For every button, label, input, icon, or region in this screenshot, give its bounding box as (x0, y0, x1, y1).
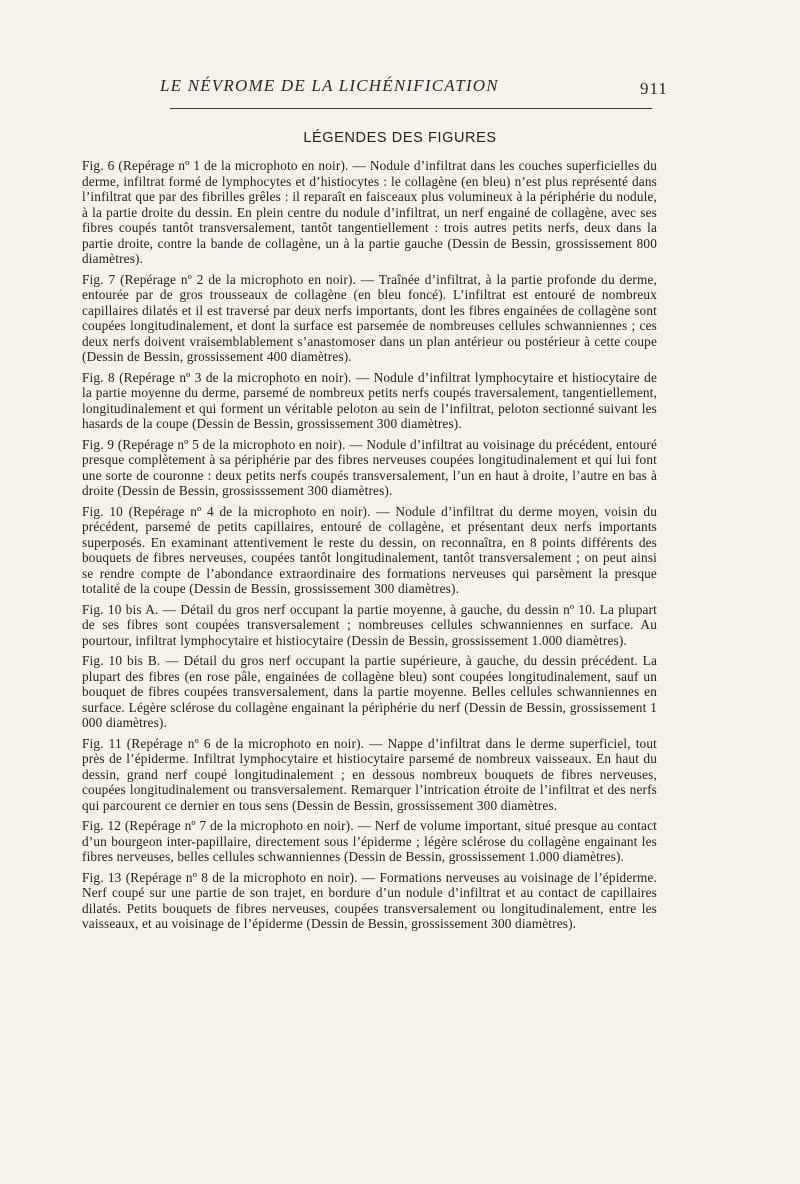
legend-text: (Repérage nº 6 de la microphoto en noir). — Nappe d’infiltrat dans le derme superficiel, tout près de l’épiderme. Infiltrat lymphocytaire et histiocytaire parsemé de nombreux vaisseaux. En haut du dessin, grand nerf coupé longitudinalement ; en dessous nombreux bouquets de fibres nerveuses, coupées longitudinalement ou transversalement. Remarquer l’intrication étroite de l’infiltrat et des nerfs qui parcourent ce dernier en tous sens (Dessin de Bessin, grossissement 300 diamètres. (82, 735, 658, 813)
legend-fig-10-bis-a (82, 602, 657, 649)
legend-label: Fig. 11 (82, 735, 122, 751)
legend-text: — Détail du gros nerf occupant la partie moyenne, à gauche, du dessin nº 10. La plupart de ses fibres sont coupées transversalement ; nombreuses cellules schwanniennes en surface. Au pourtour, infiltrat lymphocytaire et histiocytaire (Dessin de Bessin, grossissement 1.000 diamètres). (82, 601, 657, 648)
legend-label: Fig. 10 bis B. (82, 653, 161, 668)
running-title: LE NÉVROME DE LA LICHÉNIFICATION (160, 76, 499, 95)
legend-fig-11 (82, 736, 657, 814)
legend-fig-10-bis-b (82, 653, 657, 731)
legend-label: Fig. 8 (82, 369, 115, 385)
legend-fig-10 (82, 504, 657, 597)
legend-fig-9 (82, 437, 657, 499)
legend-label: Fig. 12 (82, 818, 122, 833)
legend-label: Fig. 7 (82, 271, 116, 287)
legend-fig-13 (82, 870, 657, 932)
legend-fig-8 (82, 370, 657, 432)
header-rule (170, 108, 652, 109)
legend-fig-12 (82, 818, 657, 865)
legend-text: (Repérage nº 7 de la microphoto en noir). — Nerf de volume important, situé presque au contact d’un bourgeon inter-papillaire, directement sous l’épiderme ; légère sclérose du collagène engainant les fibres nerveuses, belles cellules schwanniennes (Dessin de Bessin, grossissement 1.000 diamètres). (82, 818, 657, 864)
legend-fig-7 (82, 272, 657, 365)
legend-label: Fig. 10 bis A. (82, 601, 159, 617)
legend-text: (Repérage nº 8 de la microphoto en noir). — Formations nerveuses au voisinage de l’épiderme. Nerf coupé sur une partie de son trajet, en bordure d’un nodule d’infiltrat et au contact de capillaires dilatés. Petits bouquets de fibres nerveuses, coupées transversalement ou longitudinalement, entre les vaisseaux, et au voisinage de l’épiderme (Dessin de Bessin, grossissement 300 diamètres). (82, 869, 657, 931)
legend-label: Fig. 13 (82, 869, 122, 885)
legend-text: (Repérage nº 4 de la microphoto en noir). — Nodule d’infiltrat du derme moyen, voisin du précédent, parsemé de petits capillaires, entouré de collagène, et présentant deux nerfs importants superposés. En examinant attentivement le reste du dessin, on reconnaîtra, en 8 points différents des bouquets de fibres nerveuses, coupées tantôt longitudinalement, tantôt transversalement ; on peut ainsi se rendre compte de l’abondance extraordinaire des formations nerveuses qui parsèment la presque totalité de la coupe (Dessin de Bessin, grossissement 300 diamètres). (82, 503, 657, 596)
legend-label: Fig. 9 (82, 436, 115, 452)
legend-text: (Repérage nº 3 de la microphoto en noir). — Nodule d’infiltrat lymphocytaire et histiocytaire de la partie moyenne du derme, parsemé de nombreux petits nerfs coupés traversalement, tangentiellement, longitudinalement et qui forment un véritable peloton au sein de l’infiltrat, peloton sectionné suivant les hasards de la coupe (Dessin de Bessin, grossissement 300 diamètres). (82, 369, 657, 431)
legend-text: — Détail du gros nerf occupant la partie supérieure, à gauche, du dessin précédent. La plupart des fibres (en rose pâle, engainées de collagène bleu) sont coupées longitudinalement, sauf un bouquet de fibres coupées transversalement, dans la partie moyenne. Belles cellules schwanniennes en surface. Légère sclérose du collagène engainant la périphérie du nerf (Dessin de Bessin, grossissement 1 000 diamètres). (82, 653, 657, 730)
figure-legends (82, 158, 657, 937)
legend-fig-6 (82, 158, 657, 267)
legend-label: Fig. 10 (82, 503, 123, 519)
legend-text: (Repérage nº 5 de la microphoto en noir). — Nodule d’infiltrat au voisinage du précédent, entouré presque complètement à sa périphérie par des fibres nerveuses coupées longitudinalement et qui lui font une sorte de couronne : deux petits nerfs coupés transversalement, l’un en haut à droite, l’autre en bas à droite (Dessin de Bessin, grossisssement 300 diamètres). (82, 436, 657, 498)
legend-text: (Repérage nº 2 de la microphoto en noir). — Traînée d’infiltrat, à la partie profonde du derme, entourée par de gros trousseaux de collagène (en bleu foncé). L’infiltrat est entouré de nombreux capillaires dilatés et il est traversé par deux nerfs importants, dont les fibres engainées de collagène sont coupées longitudinalement, et dont la surface est parsemée de nombreuses cellules schwanniennes ; ces deux nerfs doivent vraisemblablement s’anastomoser dans un plan antérieur ou postérieur à cette coupe (Dessin de Bessin, grossissement 400 diamètres). (82, 271, 658, 364)
legend-text: (Repérage nº 1 de la microphoto en noir). — Nodule d’infiltrat dans les couches superficielles du derme, infiltrat formé de lymphocytes et d’histiocytes : le collagène (en bleu) n’est plus représenté dans l’infiltrat que par des fibrilles grêles : il reparaît en faisceaux plus volumineux à la périphérie du nodule, à la partie droite du dessin. En plein centre du nodule d’infiltrat, un nerf engainé de collagène, avec ses fibres coupés tantôt transversalement, tantôt tangentiellement : trois autres petits nerfs, deux dans la partie droite, contre la bande de collagène, un à la partie gauche (Dessin de Bessin, grossissement 800 diamètres). (82, 158, 657, 266)
page-number: 911 (640, 79, 668, 98)
section-title: LÉGENDES DES FIGURES (303, 130, 497, 146)
legend-label: Fig. 6 (82, 158, 115, 173)
